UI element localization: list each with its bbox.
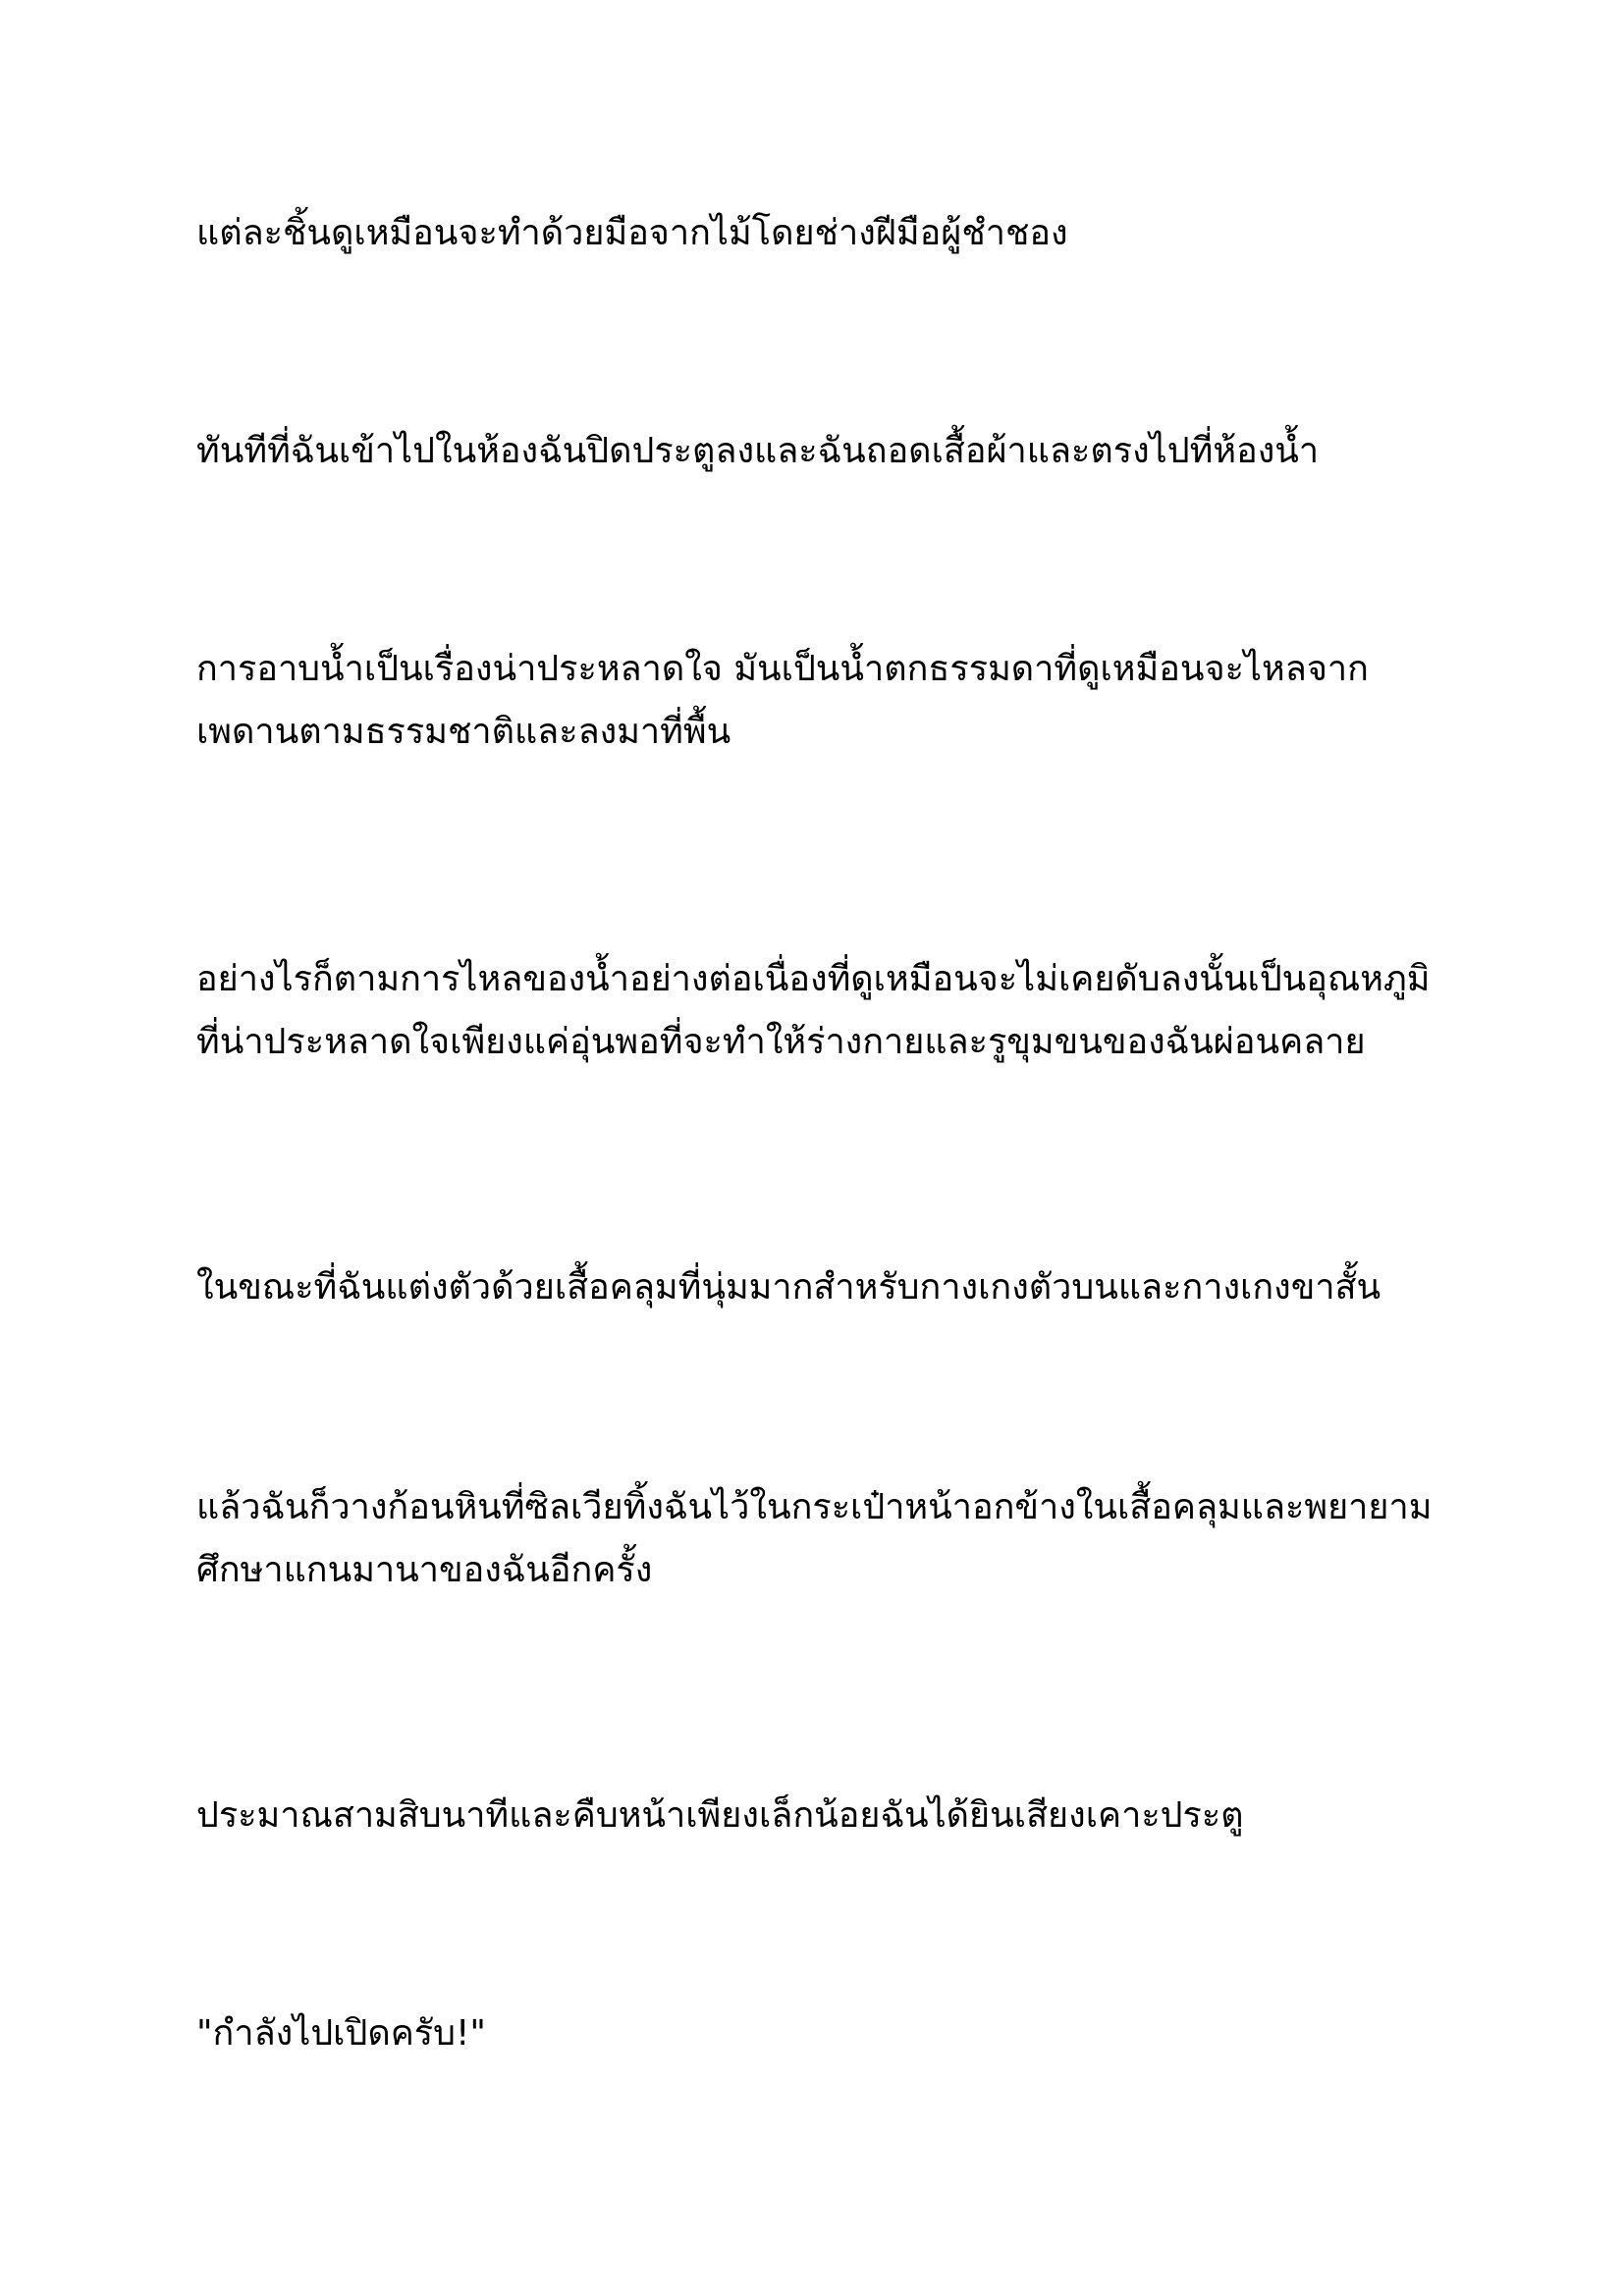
paragraph bbox=[196, 202, 1473, 265]
text-line: ศึกษาแกนมานาของฉันอีกครั้ง bbox=[196, 1550, 653, 1590]
paragraph bbox=[196, 638, 1473, 764]
text-line: แล้วฉันก็วางก้อนหินที่ซิลเวียทิ้งฉันไว้ในกระเป๋าหน้าอกข้างในเสื้อคลุมและพยายาม bbox=[196, 1487, 1433, 1527]
text-line: การอาบน้ำเป็นเรื่องน่าประหลาดใจ มันเป็นน้ำตกธรรมดาที่ดูเหมือนจะไหลจาก bbox=[196, 649, 1369, 689]
paragraph bbox=[196, 1785, 1473, 1847]
paragraph bbox=[196, 948, 1473, 1074]
text-line: ที่น่าประหลาดใจเพียงแค่อุ่นพอที่จะทำให้ร่างกายและรูขุมขนของฉันผ่อนคลาย bbox=[196, 1022, 1366, 1062]
text-line: เพดานตามธรรมชาติและลงมาที่พื้น bbox=[196, 712, 731, 752]
paragraph bbox=[196, 420, 1473, 483]
text-line: ทันทีที่ฉันเข้าไปในห้องฉันปิดประตูลงและฉันถอดเสื้อผ้าและตรงไปที่ห้องน้ำ bbox=[196, 431, 1320, 471]
text-line: ในขณะที่ฉันแต่งตัวด้วยเสื้อคลุมที่นุ่มมากสำหรับกางเกงตัวบนและกางเกงขาสั้น bbox=[196, 1267, 1381, 1308]
text-line: ประมาณสามสิบนาทีและคืบหน้าเพียงเล็กน้อยฉันได้ยินเสียงเคาะประตู bbox=[196, 1795, 1244, 1836]
paragraph bbox=[196, 1476, 1473, 1602]
paragraph bbox=[196, 1256, 1473, 1319]
text-line: "กำลังไปเปิดครับ!" bbox=[196, 2013, 486, 2054]
dialogue-line bbox=[196, 2002, 1473, 2065]
text-line: แต่ละชิ้นดูเหมือนจะทำด้วยมือจากไม้โดยช่างฝีมือผู้ชำชอง bbox=[196, 213, 1068, 253]
text-line: อย่างไรก็ตามการไหลของน้ำอย่างต่อเนื่องที่ดูเหมือนจะไม่เคยดับลงนั้นเป็นอุณหภูมิ bbox=[196, 959, 1431, 999]
